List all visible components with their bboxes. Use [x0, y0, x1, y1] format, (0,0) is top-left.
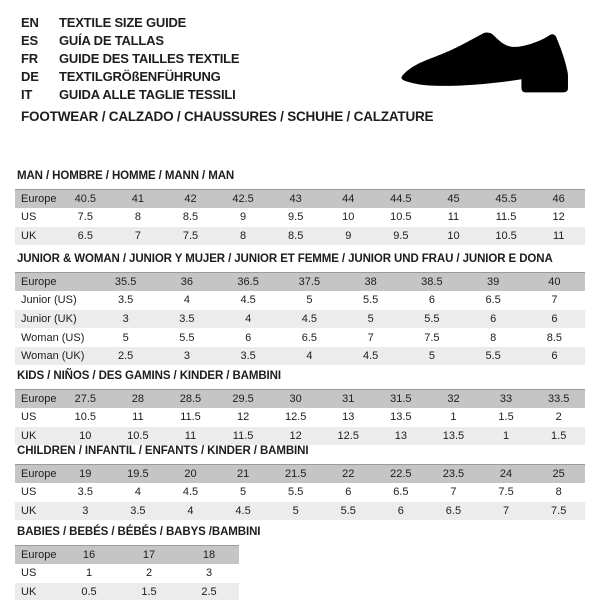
size-value: 7.5	[77, 211, 93, 224]
table-row	[15, 427, 585, 446]
size-value: 1	[85, 567, 93, 580]
size-value: 5	[292, 504, 299, 517]
size-value: 11.5	[180, 411, 201, 424]
size-value: 36	[180, 276, 193, 289]
size-value: 2.5	[117, 350, 134, 363]
size-value: 38	[364, 276, 377, 289]
size-value: 12.5	[337, 429, 359, 442]
size-value: 11.5	[232, 429, 254, 442]
language-title: GUÍA DE TALLAS	[59, 32, 164, 48]
size-value: 8.5	[288, 229, 304, 242]
size-value: 25	[552, 468, 565, 481]
size-value: 5	[367, 312, 374, 325]
row-label: US	[21, 411, 37, 424]
size-value: 4	[306, 350, 313, 363]
size-value: 9	[240, 211, 247, 224]
table-row	[15, 347, 585, 366]
size-value: 40	[548, 276, 561, 289]
size-value: 3.5	[117, 294, 134, 307]
size-value: 3	[82, 504, 89, 517]
language-title: GUIDE DES TAILLES TEXTILE	[59, 50, 240, 66]
size-value: 45	[447, 193, 460, 206]
size-value: 5	[240, 486, 247, 499]
language-code: FR	[21, 50, 38, 66]
language-code: IT	[21, 86, 33, 102]
table-title: JUNIOR & WOMAN / JUNIOR Y MUJER / JUNIOR ET FEMME / JUNIOR UND FRAU / JUNIOR E DONA	[17, 253, 553, 265]
size-value: 9	[345, 229, 352, 242]
row-label: Europe	[21, 276, 57, 289]
size-value: 6	[551, 350, 558, 363]
size-table-section	[15, 526, 260, 600]
size-value: 5.5	[485, 350, 501, 363]
language-row	[21, 67, 239, 85]
language-row	[21, 13, 239, 31]
size-value: 5.5	[340, 504, 356, 517]
size-value: 10.5	[495, 229, 517, 242]
language-title-block	[21, 13, 239, 103]
row-label: UK	[21, 504, 37, 517]
table-row	[15, 328, 585, 347]
size-value: 6.5	[485, 294, 501, 307]
language-row	[21, 85, 239, 103]
size-value: 33	[499, 393, 513, 406]
size-value: 11	[447, 211, 460, 224]
size-value: 4.5	[235, 504, 251, 517]
table-title: KIDS / NIÑOS / DES GAMINS / KINDER / BAMBINI	[17, 370, 281, 382]
size-value: 11	[132, 411, 144, 424]
row-label: US	[21, 486, 37, 499]
size-value: 42.5	[232, 193, 254, 206]
size-value: 46	[552, 193, 565, 206]
size-value: 6	[245, 331, 252, 344]
language-code: DE	[21, 68, 39, 84]
size-value: 22.5	[390, 468, 412, 481]
size-value: 36.5	[237, 276, 259, 289]
size-value: 18	[202, 549, 216, 562]
size-value: 31.5	[390, 393, 412, 406]
size-value: 33.5	[547, 393, 570, 406]
size-value: 5.5	[179, 331, 195, 344]
size-table	[15, 464, 585, 520]
size-value: 22	[342, 468, 355, 481]
size-value: 10	[79, 429, 92, 442]
size-value: 8.5	[546, 331, 563, 344]
size-value: 6	[397, 504, 404, 517]
size-value: 2.5	[201, 585, 217, 598]
size-value: 11	[552, 229, 565, 242]
table-row	[15, 583, 239, 600]
size-value: 6	[551, 312, 558, 325]
row-label: Junior (UK)	[21, 312, 77, 325]
row-label: UK	[21, 229, 37, 242]
size-value: 20	[184, 468, 197, 481]
table-row	[15, 291, 585, 310]
table-row	[15, 465, 585, 484]
size-value: 4.5	[301, 312, 318, 325]
size-value: 3.5	[130, 504, 146, 517]
size-value: 10.5	[74, 411, 96, 424]
size-value: 5.5	[362, 294, 379, 307]
size-value: 4.5	[182, 486, 199, 499]
size-table	[15, 189, 585, 245]
size-value: 5	[306, 294, 313, 307]
size-value: 28.5	[179, 393, 202, 406]
size-value: 10	[447, 229, 460, 242]
table-row	[15, 564, 239, 583]
size-table	[15, 272, 585, 365]
size-value: 16	[82, 549, 96, 562]
size-value: 17	[142, 549, 156, 562]
size-value: 13.5	[390, 411, 412, 424]
size-value: 7	[367, 331, 374, 344]
size-value: 9.5	[393, 229, 409, 242]
size-value: 11.5	[495, 211, 517, 224]
table-row	[15, 390, 585, 409]
size-value: 7.5	[498, 486, 514, 499]
size-value: 7.5	[551, 504, 567, 517]
size-value: 29.5	[232, 393, 254, 406]
row-label: UK	[21, 585, 37, 598]
size-value: 11	[184, 429, 197, 442]
shoe-icon	[400, 31, 570, 93]
size-value: 6.5	[445, 504, 462, 517]
size-value: 4.5	[362, 350, 379, 363]
table-row	[15, 546, 239, 565]
size-value: 8	[490, 331, 497, 344]
size-value: 3	[122, 312, 129, 325]
size-value: 39	[487, 276, 500, 289]
size-value: 8	[555, 486, 562, 499]
size-value: 44.5	[390, 193, 412, 206]
size-value: 23.5	[442, 468, 465, 481]
size-value: 6.5	[301, 331, 318, 344]
row-label: UK	[21, 429, 37, 442]
size-value: 1.5	[551, 429, 567, 442]
size-value: 5	[122, 331, 129, 344]
size-value: 13.5	[442, 429, 465, 442]
table-row	[15, 273, 585, 292]
size-value: 7.5	[424, 331, 440, 344]
size-value: 3	[205, 567, 213, 580]
size-value: 13	[342, 411, 355, 424]
row-label: Woman (US)	[21, 331, 85, 344]
table-row	[15, 408, 585, 427]
size-value: 12	[236, 411, 250, 424]
size-value: 35.5	[114, 276, 137, 289]
table-title: MAN / HOMBRE / HOMME / MANN / MAN	[17, 170, 235, 182]
size-value: 7	[551, 294, 558, 307]
size-value: 10	[342, 211, 355, 224]
size-value: 19	[79, 468, 92, 481]
language-title: GUIDA ALLE TAGLIE TESSILI	[59, 86, 236, 102]
size-value: 1.5	[141, 585, 157, 598]
size-table-section	[15, 170, 585, 245]
size-value: 2	[555, 411, 562, 424]
size-table	[15, 389, 585, 445]
size-value: 19.5	[127, 468, 149, 481]
row-label: Europe	[21, 468, 57, 481]
size-value: 28	[131, 393, 145, 406]
table-row	[15, 208, 585, 227]
size-value: 8.5	[182, 211, 199, 224]
size-value: 45.5	[495, 193, 517, 206]
language-row	[21, 31, 239, 49]
language-title: TEXTILGRÖßENFÜHRUNG	[59, 68, 221, 84]
size-value: 42	[184, 193, 197, 206]
size-value: 21	[236, 468, 250, 481]
row-label: US	[21, 567, 37, 580]
size-value: 38.5	[421, 276, 443, 289]
table-row	[15, 190, 585, 209]
size-value: 3.5	[77, 486, 93, 499]
size-table-section	[15, 253, 585, 365]
size-value: 4	[134, 486, 141, 499]
row-label: Europe	[21, 393, 57, 406]
size-value: 37.5	[298, 276, 321, 289]
size-value: 31	[342, 393, 355, 406]
row-label: Europe	[21, 549, 57, 562]
row-label: Europe	[21, 193, 57, 206]
size-value: 4.5	[240, 294, 256, 307]
size-value: 3.5	[240, 350, 256, 363]
size-value: 2	[145, 567, 153, 580]
size-value: 3.5	[179, 312, 195, 325]
size-value: 21.5	[284, 468, 307, 481]
size-table	[15, 545, 239, 600]
size-value: 32	[447, 393, 460, 406]
table-row	[15, 310, 585, 329]
language-row	[21, 49, 239, 67]
size-value: 4	[183, 294, 190, 307]
size-value: 1	[450, 411, 457, 424]
size-value: 8	[134, 211, 141, 224]
size-value: 10.5	[390, 211, 412, 224]
size-value: 6	[490, 312, 497, 325]
size-value: 30	[289, 393, 302, 406]
size-value: 6.5	[77, 229, 93, 242]
size-value: 13	[394, 429, 407, 442]
size-value: 12	[552, 211, 565, 224]
size-value: 27.5	[74, 393, 96, 406]
language-code: EN	[21, 14, 39, 30]
size-value: 24	[499, 468, 513, 481]
row-label: Junior (US)	[21, 294, 77, 307]
size-value: 6.5	[393, 486, 409, 499]
size-value: 7	[450, 486, 457, 499]
size-value: 1.5	[498, 411, 514, 424]
size-value: 12	[289, 429, 302, 442]
table-row	[15, 502, 585, 521]
size-value: 41	[131, 193, 145, 206]
size-value: 5.5	[424, 312, 440, 325]
language-title: TEXTILE SIZE GUIDE	[59, 14, 187, 30]
size-value: 9.5	[288, 211, 304, 224]
size-value: 6	[345, 486, 352, 499]
size-value: 43	[289, 193, 302, 206]
size-value: 1	[502, 429, 510, 442]
table-row	[15, 227, 585, 246]
size-value: 7.5	[182, 229, 199, 242]
size-value: 44	[342, 193, 355, 206]
language-code: ES	[21, 32, 38, 48]
table-row	[15, 483, 585, 502]
row-label: US	[21, 211, 37, 224]
size-value: 40.5	[74, 193, 96, 206]
size-value: 4	[245, 312, 252, 325]
size-table-section	[15, 445, 585, 520]
category-line: FOOTWEAR / CALZADO / CHAUSSURES / SCHUHE / CALZATURE	[21, 109, 434, 124]
size-value: 4	[187, 504, 194, 517]
size-value: 8	[240, 229, 247, 242]
row-label: Woman (UK)	[21, 350, 85, 363]
size-value: 5.5	[288, 486, 304, 499]
size-value: 3	[183, 350, 190, 363]
table-title: CHILDREN / INFANTIL / ENFANTS / KINDER / BAMBINI	[17, 445, 309, 457]
size-value: 10.5	[127, 429, 149, 442]
table-title: BABIES / BEBÉS / BÉBÉS / BABYS /BAMBINI	[17, 526, 261, 538]
size-value: 6	[428, 294, 435, 307]
size-value: 7	[502, 504, 510, 517]
size-value: 7	[134, 229, 141, 242]
size-value: 0.5	[81, 585, 97, 598]
size-value: 12.5	[284, 411, 307, 424]
size-value: 5	[428, 350, 435, 363]
size-table-section	[15, 370, 585, 445]
